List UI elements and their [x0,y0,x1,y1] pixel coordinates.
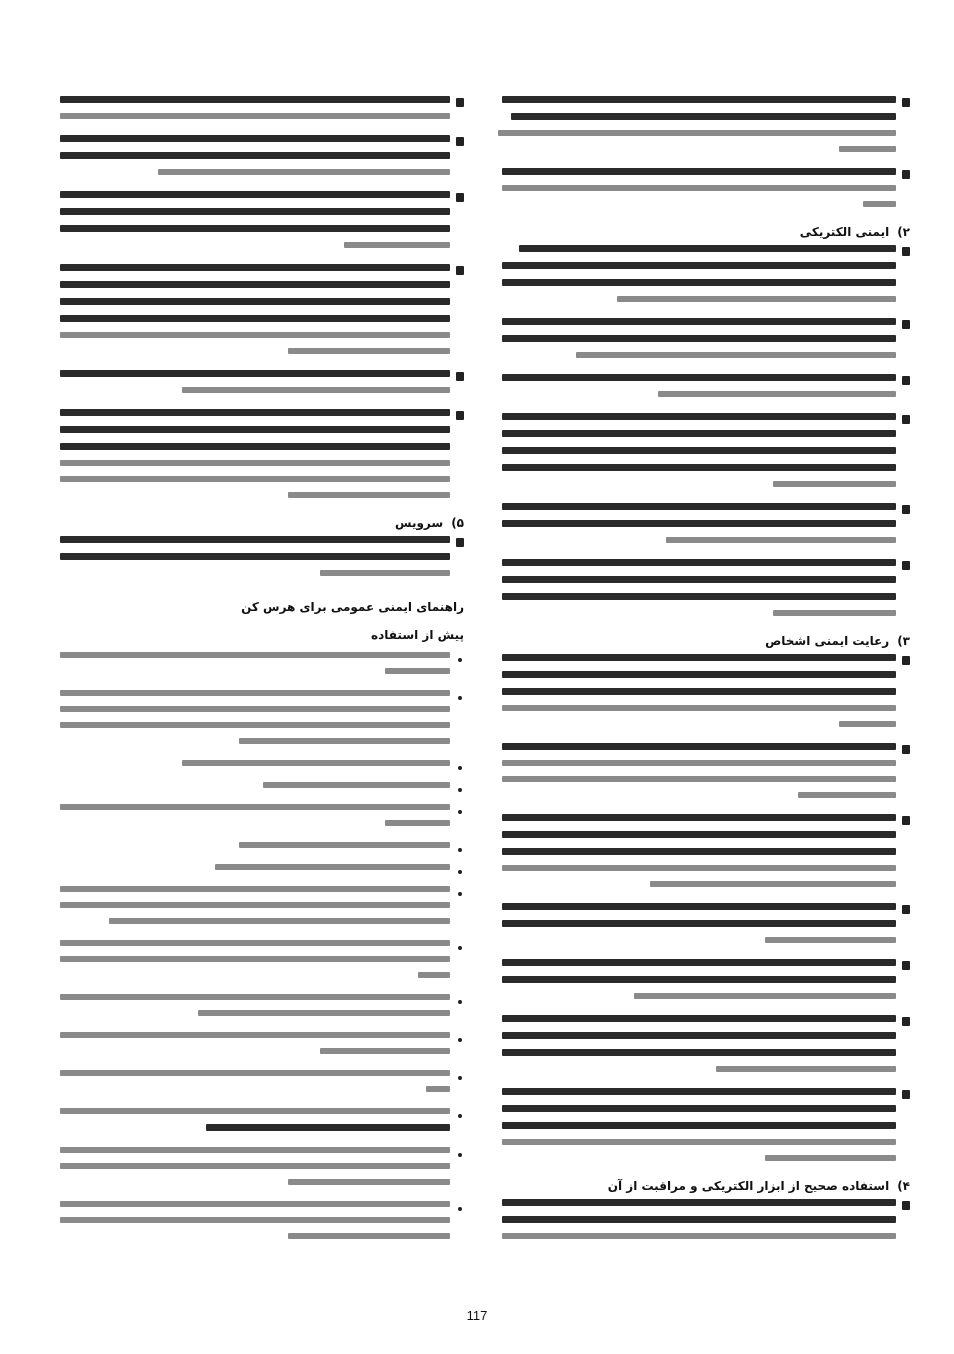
paragraph-kh-use-accessories [44,409,464,508]
paragraph-j-outdoor-extension-cord [486,503,910,553]
left-column [44,96,464,1255]
paragraph-b-protective-equipment [486,743,910,808]
bullet-check-function [44,940,464,988]
section-personal-safety: ۳) رعایت ایمنی اشخاص [765,634,910,648]
bullet-rcd [44,1147,464,1195]
bullet-check-voltage [44,886,464,934]
paragraph-a-plug-socket [486,245,910,312]
paragraph-a-stay-alert [486,654,910,737]
paragraph-t-keep-children-away [486,168,910,217]
paragraph-b-switch [44,96,464,129]
paragraph-t-rain-moisture [486,374,910,407]
paragraph-kh-dust-extraction [486,1088,910,1171]
bullet-unattended [44,782,464,798]
bullet-no-guard [44,864,464,880]
paragraph-th-cord-abuse [486,413,910,497]
paragraph-a-qualified-repair [44,536,464,586]
bullet-children-play [44,760,464,776]
right-column [486,96,910,1255]
paragraph-j-maintain-tools [44,264,464,364]
bullet-wet-branches [44,842,464,858]
page-number: 117 [466,1308,488,1323]
paragraph-ch-rcd-protection [486,559,910,626]
bullet-practical-info [44,652,464,684]
bullet-reduced-capabilities [44,690,464,754]
paragraph-ch-sharp-clean-tools [44,370,464,403]
bullet-daylight-only [44,804,464,836]
section-tool-use: ۴) استفاده صحیح از ابزار الکتریکی و مراقبت از آن [607,1179,910,1193]
paragraph-b-grounded-surfaces [486,318,910,368]
section-service: ۵) سرویس [394,516,464,530]
general-safety-heading: راهنمای ایمنی عمومی برای هرس کن [241,600,464,614]
paragraph-b-explosive-atmosphere [486,96,910,162]
bullet-inspect-area [44,1201,464,1249]
paragraph-a-do-not-force-tool [486,1199,910,1249]
section-electrical-safety: ۲) ایمنی الکتریکی [799,225,910,239]
paragraph-ch-dress-properly [486,1015,910,1082]
bullet-extension-cord-outdoor [44,1032,464,1064]
bullet-cord-unwound [44,1070,464,1102]
paragraph-th-remove-adjusting-key [486,903,910,953]
paragraph-t-disconnect-before-adjusting [44,135,464,185]
paragraph-t-prevent-unintentional-start [486,814,910,897]
bullet-replace-damaged-cord [44,1108,464,1141]
paragraph-th-store-out-of-reach [44,191,464,258]
bullet-inspect-cord [44,994,464,1026]
before-use-heading: پیش از استفاده [371,628,464,642]
paragraph-j-do-not-overreach [486,959,910,1009]
